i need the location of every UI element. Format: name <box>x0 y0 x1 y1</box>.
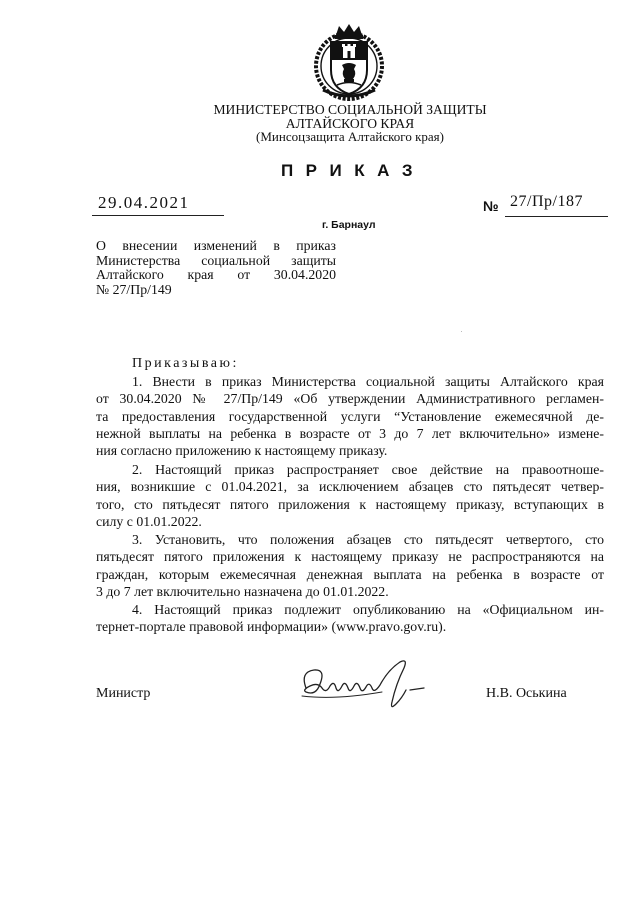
paragraph-line: того, сто пятьдесят пятого приложения к настоящему приказу, вступающих в <box>96 496 604 512</box>
signer-name: Н.В. Оськина <box>486 686 567 701</box>
number-underline <box>505 216 608 217</box>
paragraph-line: нежной выплаты на ребенка в возрасте от 3 до 7 лет включительно» измене- <box>96 425 604 441</box>
number-label: № <box>483 198 499 214</box>
paragraph-line: от 30.04.2020 № 27/Пр/149 «Об утверждении Административного регламен- <box>96 391 604 407</box>
document-number: 27/Пр/187 <box>510 193 583 210</box>
subject-line: Министерства социальной защиты <box>96 252 336 268</box>
document-subject <box>96 239 336 297</box>
paragraph-line: силу с 01.01.2022. <box>96 513 202 529</box>
paragraph-line: 1. Внести в приказ Министерства социальной защиты Алтайского края <box>132 374 604 389</box>
paragraph-4 <box>96 601 604 636</box>
scan-speck <box>461 331 462 332</box>
paragraph-line: пятьдесят пятого приложения к настоящему приказу не распространяются на <box>96 549 604 565</box>
ministry-name-line-2: АЛТАЙСКОГО КРАЯ <box>285 116 415 131</box>
order-word: Приказываю: <box>132 356 239 371</box>
handwritten-signature-icon <box>296 652 432 714</box>
paragraph-line: 3. Установить, что положения абзацев сто пятьдесят четвертого, сто <box>132 532 604 547</box>
paragraph-1 <box>96 373 604 459</box>
ministry-name-line-1: МИНИСТЕРСТВО СОЦИАЛЬНОЙ ЗАЩИТЫ <box>213 102 487 117</box>
paragraph-line: 2. Настоящий приказ распространяет свое действие на правоотноше- <box>132 462 604 477</box>
ministry-short-name: (Минсоцзащита Алтайского края) <box>256 129 444 144</box>
document-title: ПРИКАЗ <box>280 161 426 180</box>
signer-position: Министр <box>96 686 151 701</box>
paragraph-line: тернет-портале правовой информации» (www.pravo.gov.ru). <box>96 619 447 635</box>
city-label: г. Барнаул <box>322 219 376 231</box>
subject-line: Алтайского края от 30.04.2020 <box>96 267 336 283</box>
subject-line: № 27/Пр/149 <box>96 281 172 297</box>
paragraph-3 <box>96 531 604 600</box>
paragraph-line: ния, возникшие с 01.04.2021, за исключением абзацев сто пятьдесят четвер- <box>96 479 604 495</box>
paragraph-line: 3 до 7 лет включительно назначена до 01.01.2022. <box>96 583 389 599</box>
paragraph-line: граждан, которым ежемесячная денежная выплата на ребенка в возрасте от <box>96 566 604 582</box>
paragraph-line: та предоставления государственной услуги “Установление ежемесячной де- <box>96 408 604 424</box>
paragraph-line: 4. Настоящий приказ подлежит опубликованию на «Официальном ин- <box>132 602 604 617</box>
subject-line: О внесении изменений в приказ <box>96 238 336 253</box>
date-underline <box>92 215 224 216</box>
document-date: 29.04.2021 <box>98 193 190 212</box>
paragraph-2 <box>96 461 604 530</box>
coat-of-arms-emblem-icon <box>309 22 389 104</box>
paragraph-line: ния согласно приложению к настоящему приказу. <box>96 443 388 459</box>
